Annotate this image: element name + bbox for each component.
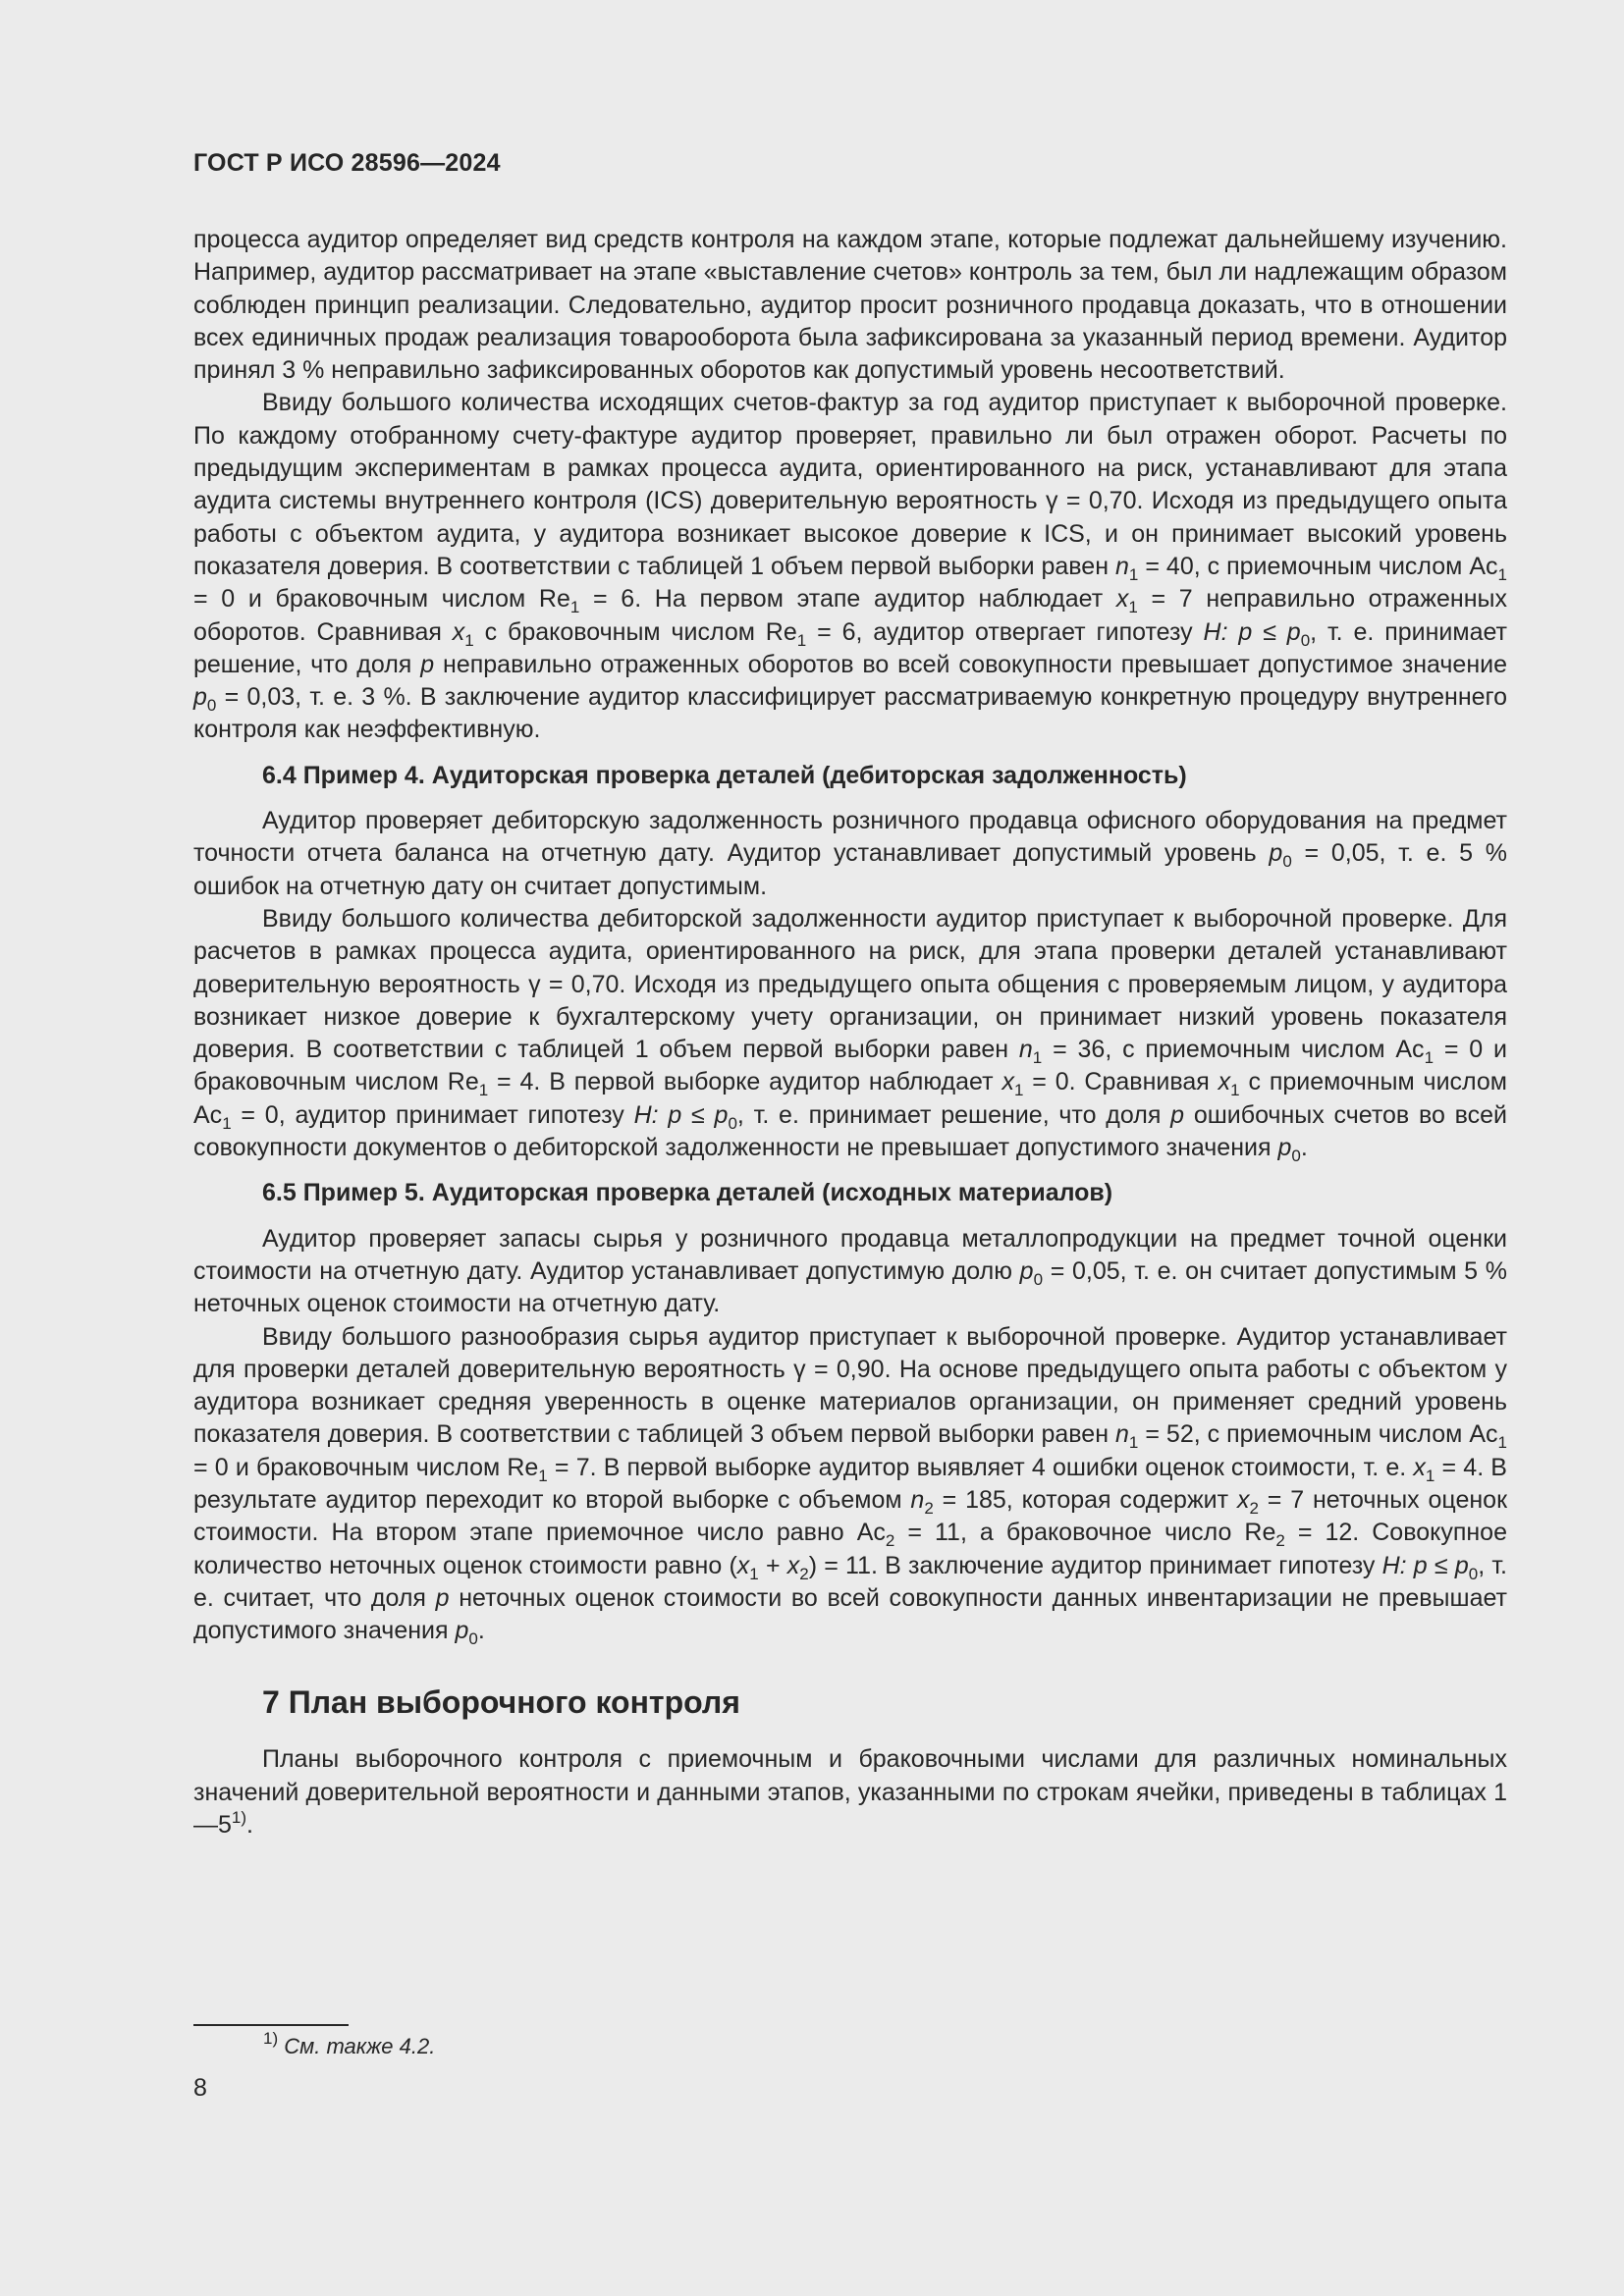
footnote: [263, 2029, 436, 2061]
subsection-heading: 6.4 Пример 4. Аудиторская проверка деталей (дебиторская задолженность): [262, 761, 1187, 789]
var: p: [1277, 1134, 1292, 1162]
paragraph: Планы выборочного контроля с приемочным и браковочными числами для различных номинальных значений доверительной вероятности и данными этапов, указанными по строкам ячейки, приведены в таблицах 1—5$^{1)}$.: [193, 1745, 1507, 1840]
var: x: [452, 617, 465, 646]
paragraph: Ввиду большого разнообразия сырья аудитор приступает к выборочной проверке. Аудитор устанавливает для проверки деталей доверительную вероятность γ = 0,90. На основе предыдущего опыта работы с объектом у аудитора возникает средняя уверенность в оценке материалов организации, он применяет средний уровень показателя доверия. В соответствии с таблицей 3 объем первой выборки равен $n_1 = 52$, с приемочным числом $Ac_1 = 0$ и браковочным числом $Re_1 = 7$. В первой выборке аудитор выявляет 4 ошибки оценок стоимости, т. е. $x_1 = 4$. В результате аудитор переходит ко второй выборке с объемом $n_2 = 185$, которая содержит $x_2 = 7$ неточных оценок стоимости. На втором этапе приемочное число равно $Ac_2 = 11$, а браковочное число $Re_2 = 12$. Совокупное количество неточных оценок стоимости равно $(x_1 + x_2) = 11$. В заключение аудитор принимает гипотезу H: $p \le p_0$, т. е. считает, что доля p неточных оценок стоимости во всей совокупности данных инвентаризации не превышает допустимого значения $p_0$.: [193, 1322, 1508, 1649]
footnote-divider: [193, 2024, 349, 2026]
var: p: [420, 650, 435, 678]
var: x: [1218, 1068, 1231, 1096]
var: p: [435, 1583, 450, 1612]
paragraph: Ввиду большого количества исходящих счетов-фактур за год аудитор приступает к выборочной проверке. По каждому отобранному счету-фактуре аудитор проверяет, правильно ли был отражен оборот. Расчеты по предыдущим экспериментам в рамках процесса аудита, ориентированного на риск, устанавливают для этапа аудита системы внутреннего контроля (ICS) доверительную вероятность γ = 0,70. Исходя из предыдущего опыта работы с объектом аудита, у аудитора возникает высокое доверие к ICS, и он принимает высокий уровень показателя доверия. В соответствии с таблицей 1 объем первой выборки равен $n_1 = 40$, с приемочным числом $Ac_1 = 0$ и браковочным числом $Re_1 = 6$. На первом этапе аудитор наблюдает $x_1 = 7$ неправильно отраженных оборотов. Сравнивая $x_1$ с браковочным числом $Re_1 = 6$, аудитор отвергает гипотезу H: $p \le p_0$, т. е. принимает решение, что доля p неправильно отраженных оборотов во всей совокупности превышает допустимое значение $p_0 = 0,03$, т. е. 3 %. В заключение аудитор классифицирует рассматриваемую конкретную процедуру внутреннего контроля как неэффективную.: [193, 389, 1508, 744]
var: n: [1115, 552, 1129, 580]
var: x: [786, 1551, 800, 1579]
var: n: [1018, 1036, 1033, 1064]
paragraph-text: процесса аудитор определяет вид средств контроля на каждом этапе, которые подлежат дальнейшему изучению. Например, аудитор рассматривает на этапе «выставление счетов» контроль за тем, был ли надлежащим образом соблюден принцип реализации. Следовательно, аудитор просит розничного продавца доказать, что в отношении всех единичных продаж реализация товарооборота была зафиксирована за указанный период времени. Аудитор принял 3 % неправильно зафиксированных оборотов как допустимый уровень несоответствий.: [193, 226, 1507, 385]
var: H: [1381, 1551, 1400, 1579]
footnote-ref: 1): [231, 1808, 247, 1828]
var: x: [1236, 1485, 1250, 1514]
var: p: [1269, 839, 1283, 868]
section-heading: 7 План выборочного контроля: [262, 1684, 740, 1721]
paragraph: [193, 224, 1507, 387]
var: p: [455, 1617, 469, 1645]
var: x: [1001, 1068, 1014, 1096]
var: n: [1115, 1420, 1129, 1449]
var: p: [1019, 1256, 1034, 1285]
var: n: [910, 1485, 925, 1514]
paragraph: Ввиду большого количества дебиторской задолженности аудитор приступает к выборочной проверке. Для расчетов в рамках процесса аудита, ориентированного на риск, для этапа проверки деталей устанавливают доверительную вероятность γ = 0,70. Исходя из предыдущего опыта общения с проверяемым лицом, у аудитора возникает низкое доверие к бухгалтерскому учету организации, он принимает низкий уровень показателя доверия. В соответствии с таблицей 1 объем первой выборки равен $n_1 = 36$, с приемочным числом $Ac_1 = 0$ и браковочным числом $Re_1 = 4$. В первой выборке аудитор наблюдает $x_1 = 0$. Сравнивая $x_1$ с приемочным числом $Ac_1 = 0$, аудитор принимает гипотезу H: $p \le p_0$, т. е. принимает решение, что доля p ошибочных счетов во всей совокупности документов о дебиторской задолженности не превышает допустимого значения $p_0$.: [193, 904, 1508, 1166]
paragraph: Аудитор проверяет запасы сырья у розничного продавца металлопродукции на предмет точной оценки стоимости на отчетную дату. Аудитор устанавливает допустимую долю $p_0 = 0,05$, т. е. он считает допустимым 5 % неточных оценок стоимости на отчетную дату.: [193, 1224, 1507, 1318]
page-content: [193, 224, 1507, 1842]
var: H: [633, 1100, 652, 1129]
var: p: [1170, 1100, 1185, 1129]
page-number: 8: [193, 2074, 207, 2102]
var: x: [1413, 1453, 1426, 1481]
footnote-mark: 1): [263, 2029, 279, 2048]
var: x: [1115, 585, 1129, 614]
var: x: [736, 1551, 750, 1579]
subsection-heading: 6.5 Пример 5. Аудиторская проверка деталей (исходных материалов): [262, 1179, 1113, 1207]
var: p: [193, 683, 207, 712]
document-header: ГОСТ Р ИСО 28596—2024: [193, 149, 501, 177]
var: H: [1203, 617, 1221, 646]
paragraph: Аудитор проверяет дебиторскую задолженность розничного продавца офисного оборудования на предмет точности отчета баланса на отчетную дату. Аудитор устанавливает допустимый уровень $p_0 = 0,05$, т. е. 5 % ошибок на отчетную дату он считает допустимым.: [193, 807, 1507, 900]
footnote-text: См. также 4.2.: [284, 2034, 436, 2058]
